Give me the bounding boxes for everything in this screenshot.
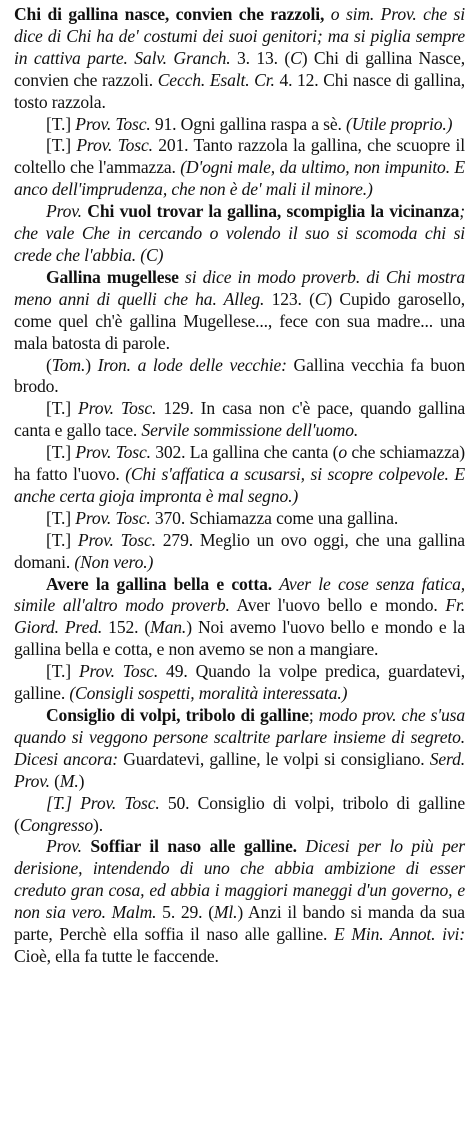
dictionary-entry [14, 135, 465, 201]
entry-text-run: (Consigli sospetti, moralità interessata.) [69, 683, 348, 704]
entry-text-run: Prov. Tosc. [77, 529, 156, 550]
entry-text-run: [T.] [46, 507, 76, 528]
entry-text-run: E Min. Annot. ivi: [334, 924, 465, 945]
entry-text-run: ) Cupido garosello, come quel ch'è gallina Mugellese..., fece con sua madre... una mala batosta di parole. [14, 288, 465, 353]
entry-text-run: ) [78, 770, 85, 791]
entry-text-run: ; che vale Che in cercando o volendo il suo si scomoda chi si crede che l'abbia. (C) [14, 201, 465, 265]
entry-text-run: C [290, 47, 302, 68]
entry-text-run: ; [308, 705, 319, 725]
entry-text-run: ) Anzi il bando si manda da sua parte, Perchè ella soffia il naso alle galline. [14, 902, 465, 945]
entry-text-run: Prov. [46, 201, 88, 222]
dictionary-entry [14, 442, 465, 508]
entry-text-run: o [338, 442, 347, 463]
entry-text-run: Chi vuol trovar la gallina, scompiglia la vicinanza [87, 201, 460, 222]
entry-text-run: (Chi s'affatica a scusarsi, si scopre colpevole. E anche certa gioja impronta è mal segno.) [14, 464, 466, 506]
entry-text-run: [T.] [46, 661, 79, 682]
entry-text-run: Gallina vecchia fa buon brodo. [14, 354, 465, 397]
entry-text-run: Cecch. Esalt. Cr. [157, 69, 275, 90]
entry-text-run: C [314, 288, 327, 309]
dictionary-entry [14, 508, 465, 530]
entry-text-run: ) Chi di gallina Nasce, convien che razzoli. [14, 47, 465, 90]
entry-text-run: ( [49, 770, 60, 791]
entry-text-run: Tom. [51, 354, 86, 375]
entry-text-run: Gallina mugellese [46, 266, 186, 287]
entry-text-run: Prov. Tosc. [76, 135, 153, 156]
entry-text-run: Cioè, ella fa tutte le faccende. [14, 945, 219, 966]
entry-text-run: 50. Consiglio di volpi, tribolo di galline ( [14, 792, 465, 835]
entry-text-run: Servile sommissione dell'uomo. [141, 420, 359, 441]
dictionary-entry [14, 836, 465, 967]
entry-text-run: [T.] [46, 113, 76, 134]
entry-text-run: che schiamazza) ha fatto l'uovo. [14, 442, 465, 485]
entry-text-run: ). [93, 814, 103, 835]
entry-text-run: Congresso [19, 814, 93, 835]
entry-text-run: modo prov. che s'usa quando si veggono persone scaltrite parlare insieme di segreto. Dicesi ancora: [14, 705, 465, 769]
entry-text-run: Aver le cose senza fatica, simile all'altro modo proverb. [14, 573, 465, 616]
entry-text-run: Dicesi per lo più per derisione, intendendo di uno che abbia ambizione di esser creduto gran cosa, ed abbia i maggiori maneggi d'un governo, e non sia vero. Malm. [14, 836, 465, 923]
entry-text-run: ) Noi avemo l'uovo bello e mondo e la gallina bella e cotta, e non avemo se non a mangiare. [14, 617, 465, 660]
dictionary-entry [14, 705, 465, 793]
entry-text-run: Prov. Tosc. [78, 661, 159, 682]
dictionary-entry [14, 201, 465, 267]
entry-text-run: Soffiar il naso alle galline. [90, 836, 306, 857]
entry-text-run: 152. ( [102, 617, 151, 638]
entry-text-run: ( [46, 354, 52, 375]
entry-text-run: 5. 29. ( [156, 902, 214, 923]
entry-text-run: 129. In casa non c'è pace, quando gallina canta e gallo tace. [14, 398, 465, 441]
entry-text-run: 91. Ogni gallina raspa a sè. [150, 113, 346, 134]
entry-text-run: (D'ogni male, da ultimo, non impunito. E anco dell'imprudenza, che non è de' mali il minore.) [14, 157, 465, 200]
entry-text-run: si dice in modo proverb. di Chi mostra meno anni di quelli che ha. Alleg. [14, 266, 465, 309]
entry-text-run: 201. Tanto razzola la gallina, che scuopre il coltello che l'ammazza. [14, 135, 465, 178]
entry-text-run: [T.] Prov. Tosc. [46, 792, 160, 813]
entry-text-run: Iron. a lode delle vecchie: [97, 354, 287, 375]
entry-text-run: 3. 13. ( [230, 47, 291, 68]
entry-text-run: M. [59, 770, 79, 791]
entry-text-run: Prov. Tosc. [75, 113, 151, 134]
entry-text-run: Aver l'uovo bello e mondo. [229, 595, 446, 616]
entry-text-run: 370. Schiamazza come una gallina. [150, 507, 399, 528]
entry-text-run: ) [85, 354, 98, 375]
entry-text-run: Ml. [213, 902, 238, 923]
dictionary-entry [14, 530, 465, 574]
entry-text-run: 123. ( [264, 288, 315, 309]
entry-text-run: (Utile proprio.) [345, 113, 453, 134]
entry-text-run: [T.] [46, 442, 76, 463]
entry-text-run: [T.] [46, 529, 78, 550]
entry-text-run: (Non vero.) [74, 551, 154, 572]
dictionary-entry [14, 355, 465, 399]
dictionary-entry [14, 114, 465, 136]
entry-text-run: Avere la gallina bella e cotta. [46, 573, 280, 594]
entry-text-run: 4. 12. Chi nasce di gallina, tosto razzola. [14, 69, 466, 112]
dictionary-entry [14, 398, 465, 442]
dictionary-entry [14, 574, 465, 662]
entry-text-run: Serd. Prov. [14, 748, 465, 791]
entry-text-run: 279. Meglio un ovo oggi, che una gallina domani. [14, 529, 465, 572]
entry-text-run: Prov. Tosc. [78, 398, 157, 419]
entry-text-run: 49. Quando la volpe predica, guardatevi, galline. [14, 661, 465, 704]
entry-text-run: [T.] [46, 398, 79, 419]
entry-text-run: Prov. [46, 836, 91, 857]
dictionary-entry [14, 267, 465, 355]
entry-text-run: Fr. Giord. Pred. [14, 595, 465, 638]
entry-text-run: Prov. Tosc. [75, 442, 151, 463]
dictionary-entry [14, 793, 465, 837]
entry-text-run: Prov. Tosc. [75, 507, 151, 528]
entry-text-run: Guardatevi, galline, le volpi si consigliano. [117, 748, 430, 769]
entry-text-run: [T.] [46, 135, 77, 156]
entry-text-run: Man. [150, 617, 187, 638]
dictionary-entry [14, 4, 465, 114]
entry-text-run: 302. La gallina che canta ( [150, 442, 339, 463]
entry-text-run: Consiglio di volpi, tribolo di galline [46, 705, 309, 725]
dictionary-entry [14, 661, 465, 705]
entry-text-run: Chi di gallina nasce, convien che razzoli, [14, 4, 331, 24]
entry-text-run: o sim. Prov. che si dice di Chi ha de' costumi dei suoi genitori; ma si piglia sempre in cattiva parte. Salv. Granch. [14, 4, 465, 68]
